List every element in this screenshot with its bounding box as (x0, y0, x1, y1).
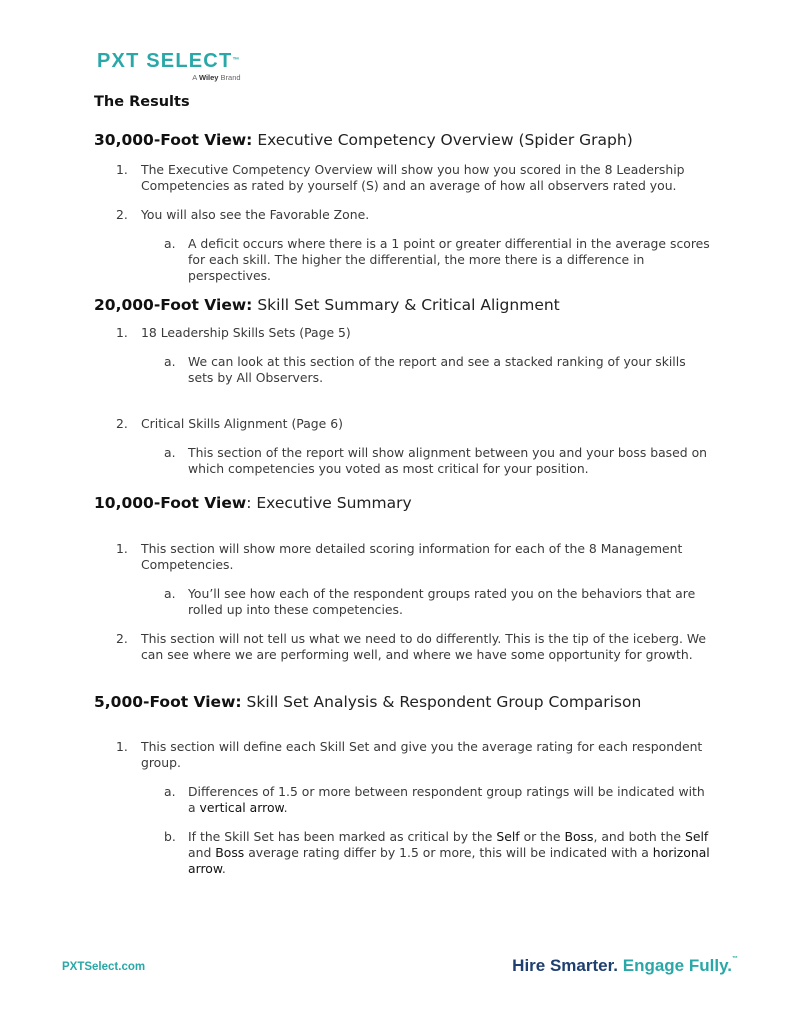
list-item (94, 325, 714, 341)
sub-list-letter: a. (164, 236, 176, 251)
page-title: The Results (94, 94, 190, 110)
logo-trademark: ™ (232, 57, 241, 64)
list-number: 2. (116, 207, 128, 222)
sub-list-item-text: You’ll see how each of the respondent groups rated you on the behaviors that are rolled up into these competencies. (188, 586, 696, 617)
list-number: 1. (116, 541, 128, 556)
section-heading-5000 (94, 693, 714, 711)
list-item-text: This section will define each Skill Set and give you the average rating for each respondent group. (141, 739, 703, 770)
section-heading-bold: 30,000-Foot View: (94, 131, 253, 149)
sub-text-part: or the (519, 829, 565, 844)
section-heading-10000 (94, 494, 714, 512)
sub-list-item (94, 445, 714, 477)
sub-list-item-text: This section of the report will show alignment between you and your boss based on which competencies you voted as most critical for your position. (188, 445, 708, 476)
section-heading-bold: 10,000-Foot View (94, 494, 247, 512)
list-item-text: Critical Skills Alignment (Page 6) (141, 416, 343, 431)
sub-text-part: . (221, 861, 226, 876)
section-heading-rest: Skill Set Summary & Critical Alignment (252, 296, 560, 314)
list-item-text: The Executive Competency Overview will show you how you scored in the 8 Leadership Competencies as rated by yourself (S) and an average of how all observers rated you. (141, 162, 685, 193)
logo-wordmark (97, 50, 241, 72)
section-heading-rest: Skill Set Analysis & Respondent Group Comparison (241, 693, 642, 711)
horizontal-arrow-term: horizonal arrow (188, 845, 710, 876)
tagline-engage-fully: Engage Fully. (618, 956, 732, 975)
list-item (94, 207, 714, 223)
list-number: 1. (116, 325, 128, 340)
logo-sub-suffix: Brand (218, 73, 241, 82)
logo-subtitle (97, 73, 241, 82)
document-body (94, 94, 714, 877)
section-heading-rest: Executive Competency Overview (Spider Graph) (252, 131, 633, 149)
logo-sub-wiley: Wiley (198, 73, 219, 82)
tagline-trademark: ™ (732, 956, 738, 962)
section-heading-20000 (94, 296, 714, 314)
sub-text-part: , and both the (593, 829, 685, 844)
sub-list-item-text: A deficit occurs where there is a 1 point or greater differential in the average scores for each skill. The higher the differential, the more there is a difference in perspectives. (188, 236, 710, 283)
self-term: Self (496, 829, 520, 844)
sub-list-letter: a. (164, 586, 176, 601)
list-number: 2. (116, 416, 128, 431)
logo-text-px: PX (97, 50, 127, 72)
logo-text-select: SELECT (139, 50, 233, 72)
pxt-select-logo (97, 50, 241, 82)
list-item (94, 541, 714, 573)
footer-website-link[interactable]: PXTSelect.com (62, 961, 146, 973)
boss-term: Boss (215, 845, 245, 860)
list-number: 2. (116, 631, 128, 646)
list-number: 1. (116, 162, 128, 177)
sub-list-item-text: We can look at this section of the report and see a stacked ranking of your skills sets by All Observers. (188, 354, 686, 385)
sub-list-item (94, 829, 714, 877)
list-item (94, 416, 714, 432)
logo-text-t: T (126, 50, 140, 72)
list-item (94, 162, 714, 194)
list-item (94, 631, 714, 663)
sub-text-part: average rating differ by 1.5 or more, this will be indicated with a (244, 845, 653, 860)
list-item (94, 739, 714, 771)
footer-tagline (512, 956, 738, 976)
sub-list-item (94, 586, 714, 618)
sub-list-item (94, 236, 714, 284)
sub-list-item (94, 784, 714, 816)
tagline-hire-smarter: Hire Smarter. (512, 956, 619, 975)
section-heading-bold: 5,000-Foot View: (94, 693, 242, 711)
sub-list-letter: a. (164, 784, 176, 799)
sub-list-letter: b. (164, 829, 176, 844)
sub-list-letter: a. (164, 445, 176, 460)
vertical-arrow-term: vertical arrow (199, 800, 284, 815)
list-item-text: 18 Leadership Skills Sets (Page 5) (141, 325, 351, 340)
list-item-text: You will also see the Favorable Zone. (141, 207, 370, 222)
sub-text-part: and (188, 845, 216, 860)
list-item-text: This section will show more detailed scoring information for each of the 8 Management Competencies. (141, 541, 683, 572)
sub-list-item (94, 354, 714, 386)
sub-list-letter: a. (164, 354, 176, 369)
boss-term: Boss (564, 829, 594, 844)
list-item-text: This section will not tell us what we need to do differently. This is the tip of the iceberg. We can see where we are performing well, and where we have some opportunity for growth. (141, 631, 707, 662)
section-heading-bold: 20,000-Foot View: (94, 296, 253, 314)
sub-list-item-text: Differences of 1.5 or more between respondent group ratings will be indicated with a (188, 784, 705, 815)
list-number: 1. (116, 739, 128, 754)
section-heading-rest: : Executive Summary (246, 494, 412, 512)
logo-sub-prefix: A (192, 73, 199, 82)
sub-list-item-text-end: . (283, 800, 288, 815)
self-term: Self (684, 829, 709, 844)
section-heading-30000 (94, 131, 714, 149)
sub-text-part: If the Skill Set has been marked as critical by the (188, 829, 497, 844)
